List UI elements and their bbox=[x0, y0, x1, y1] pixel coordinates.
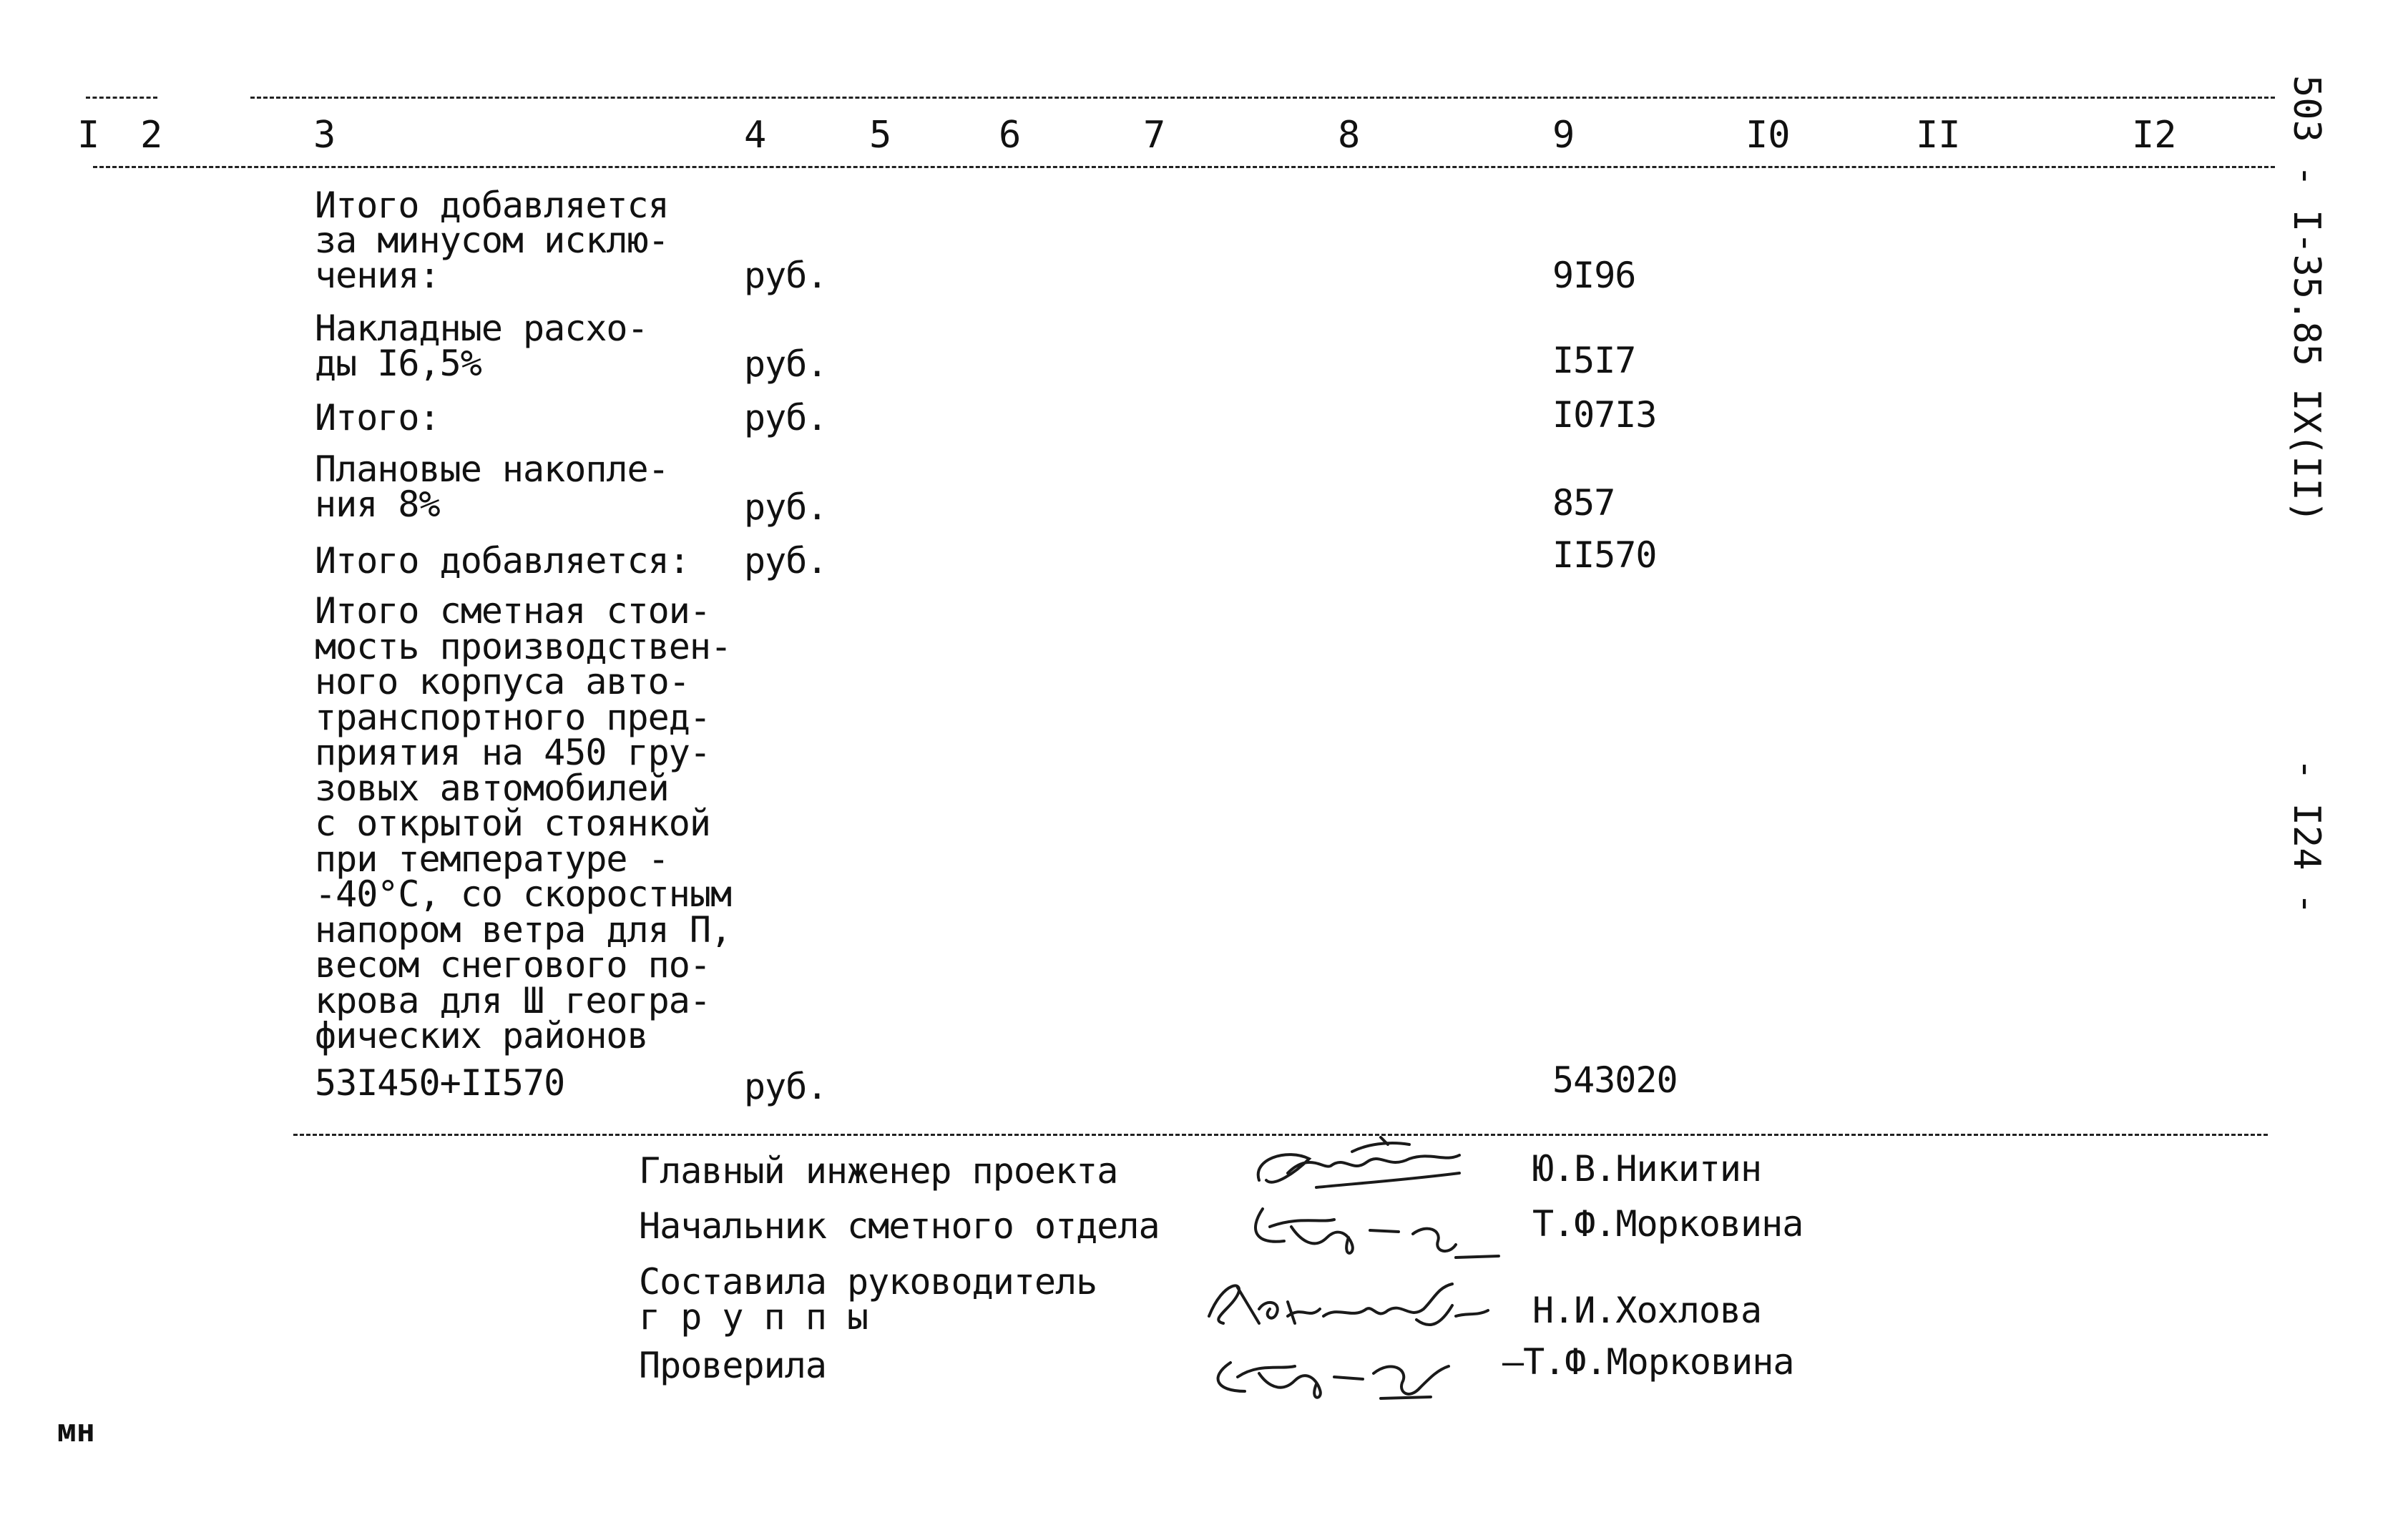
col-6: 6 bbox=[999, 114, 1022, 157]
row-unit: руб. bbox=[744, 486, 828, 528]
col-1: I bbox=[77, 114, 100, 157]
col-11: II bbox=[1916, 114, 1961, 157]
signature-morkovina-1 bbox=[1241, 1195, 1513, 1273]
signer-name: Н.И.Хохлова bbox=[1532, 1290, 1762, 1331]
row-value: I5I7 bbox=[1552, 340, 1636, 381]
row-label: Накладные расхо- ды I6,5% bbox=[315, 308, 648, 384]
col-10: I0 bbox=[1746, 114, 1791, 157]
signer-role: Составила руководитель г р у п п ы bbox=[639, 1261, 1097, 1338]
signer-name: Т.Ф.Морковина bbox=[1532, 1203, 1803, 1245]
signer-role: Проверила bbox=[639, 1345, 826, 1386]
total-formula: 53I450+II570 bbox=[315, 1062, 565, 1104]
col-8: 8 bbox=[1338, 114, 1361, 157]
top-rule-left bbox=[86, 97, 157, 99]
page-number: - I24 - bbox=[2285, 758, 2328, 916]
row-value: 857 bbox=[1552, 482, 1615, 524]
col-4: 4 bbox=[744, 114, 767, 157]
col-3: 3 bbox=[313, 114, 336, 157]
col-9: 9 bbox=[1552, 114, 1575, 157]
col-5: 5 bbox=[869, 114, 892, 157]
footer-mark: мн bbox=[57, 1413, 95, 1449]
header-rule bbox=[93, 166, 2275, 168]
total-description: Итого сметная стои- мость производствен- ного корпуса авто- транспортного пред- приятия на 450 гру- зовых автомобилей с открытой стоянкой при температуре - -40°С, со скоростным напором ветра для П, весом снегового по- крова для Ш геогра- фических районов bbox=[315, 590, 732, 1056]
signer-name: Ю.В.Никитин bbox=[1532, 1148, 1762, 1190]
signer-name: —Т.Ф.Морковина bbox=[1502, 1341, 1794, 1383]
signer-role: Главный инженер проекта bbox=[639, 1150, 1118, 1192]
row-unit: руб. bbox=[744, 540, 828, 582]
total-unit: руб. bbox=[744, 1066, 828, 1107]
total-value: 543020 bbox=[1552, 1059, 1678, 1101]
row-label: Итого добавляется за минусом исклю- чения: bbox=[315, 185, 669, 296]
col-7: 7 bbox=[1143, 114, 1166, 157]
col-2: 2 bbox=[140, 114, 163, 157]
top-rule bbox=[250, 97, 2275, 99]
row-unit: руб. bbox=[744, 343, 828, 385]
signature-morkovina-2 bbox=[1202, 1334, 1488, 1413]
row-value: II570 bbox=[1552, 534, 1657, 576]
row-value: I07I3 bbox=[1552, 394, 1657, 436]
col-12: I2 bbox=[2132, 114, 2177, 157]
row-label: Плановые накопле- ния 8% bbox=[315, 448, 669, 525]
row-unit: руб. bbox=[744, 397, 828, 438]
row-label: Итого добавляется: bbox=[315, 540, 690, 582]
row-label: Итого: bbox=[315, 397, 440, 438]
row-unit: руб. bbox=[744, 255, 828, 296]
signature-khokhlova bbox=[1195, 1266, 1495, 1338]
document-code: 503 - I-35.85 IX(II) bbox=[2285, 75, 2328, 524]
signer-role: Начальник сметного отдела bbox=[639, 1205, 1160, 1247]
row-value: 9I96 bbox=[1552, 255, 1636, 296]
